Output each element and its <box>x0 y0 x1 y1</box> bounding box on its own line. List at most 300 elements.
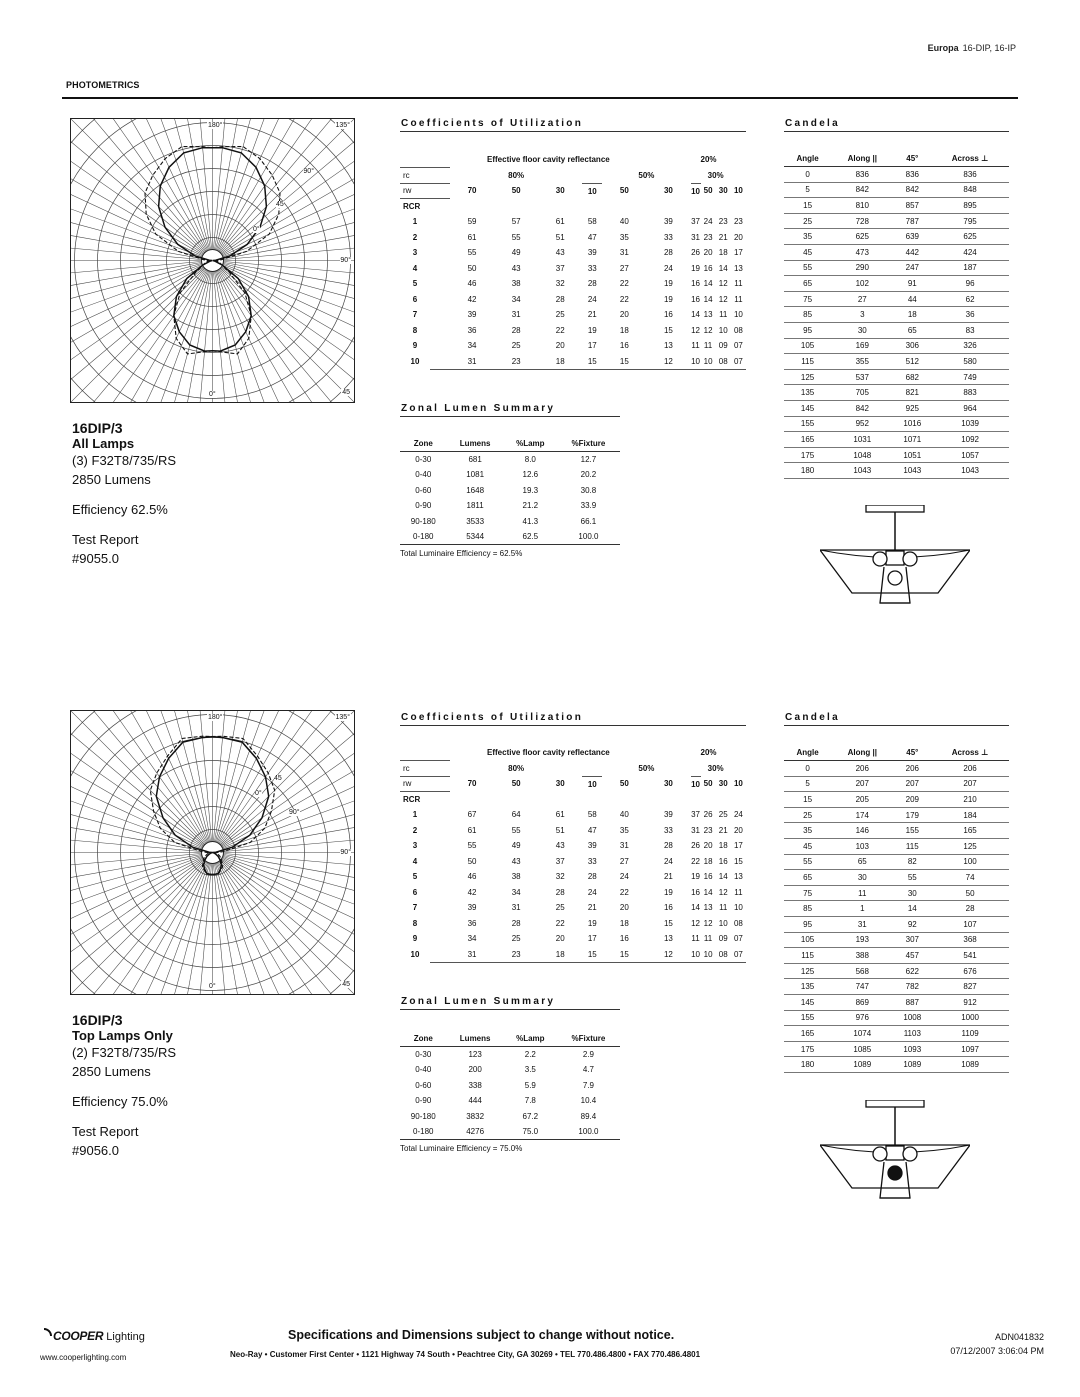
cu-value: 14 <box>703 279 713 289</box>
cu-value: 25 <box>718 810 728 820</box>
cu-value: 16 <box>619 934 629 944</box>
model-subtitle: Top Lamps Only <box>72 1028 173 1043</box>
polar-label-45-inner: 45 <box>276 201 284 208</box>
cu-value: 49 <box>511 841 521 851</box>
cu-value: 12 <box>718 279 728 289</box>
zonal-title-rule <box>400 416 620 417</box>
candela-cell: 210 <box>931 792 1009 808</box>
rw-value: 50 <box>619 186 629 196</box>
cu-value: 28 <box>587 872 597 882</box>
cu-value: 11 <box>734 887 743 897</box>
candela-cell: 169 <box>831 338 893 354</box>
candela-cell: 1008 <box>893 1010 931 1026</box>
logo-brand: COOPER <box>53 1329 104 1343</box>
cu-value: 36 <box>467 325 477 335</box>
rc-group-80: 80% <box>508 170 525 180</box>
cu-value: 19 <box>691 872 700 882</box>
cu-value: 51 <box>555 825 565 835</box>
cu-value: 12 <box>691 918 700 928</box>
cu-row <box>400 900 746 916</box>
candela-title-rule <box>784 725 1009 726</box>
candela-cell: 85 <box>784 307 831 323</box>
candela-cell: 5 <box>784 182 831 198</box>
cu-value: 15 <box>582 947 602 963</box>
cu-value: 12 <box>703 325 713 335</box>
cu-value: 39 <box>587 841 597 851</box>
cu-value: 22 <box>691 856 700 866</box>
cu-row <box>400 323 746 339</box>
candela-cell: 1 <box>831 901 893 917</box>
candela-cell: 30 <box>831 870 893 886</box>
cu-value: 10 <box>691 947 701 963</box>
cu-value: 61 <box>467 232 477 242</box>
cu-value: 19 <box>663 279 673 289</box>
lamp-spec: (3) F32T8/735/RS <box>72 453 177 468</box>
polar-radial-line <box>71 185 213 260</box>
candela-cell: 1051 <box>893 447 931 463</box>
candela-cell: 1089 <box>931 1057 1009 1073</box>
candela-cell: 180 <box>784 463 831 479</box>
cu-value: 28 <box>663 248 673 258</box>
candela-cell: 125 <box>784 963 831 979</box>
candela-header: Across ⊥ <box>931 151 1009 167</box>
candela-cell: 307 <box>893 932 931 948</box>
polar-radial-line <box>213 261 288 403</box>
candela-row <box>784 979 1009 995</box>
candela-cell: 869 <box>831 995 893 1011</box>
rw-value: 70 <box>467 186 477 196</box>
rcr-value: 6 <box>412 294 418 304</box>
cu-value: 37 <box>691 217 700 227</box>
cu-value: 55 <box>467 248 477 258</box>
candela-cell: 36 <box>931 307 1009 323</box>
cu-value: 18 <box>538 354 582 370</box>
candela-cell: 125 <box>931 839 1009 855</box>
candela-header: Angle <box>784 151 831 167</box>
candela-cell: 85 <box>784 901 831 917</box>
candela-table <box>784 151 1009 479</box>
candela-cell: 1097 <box>931 1041 1009 1057</box>
cu-value: 17 <box>733 841 743 851</box>
cu-value: 18 <box>619 325 629 335</box>
cu-value: 34 <box>467 934 477 944</box>
candela-cell: 207 <box>931 776 1009 792</box>
candela-cell: 165 <box>784 432 831 448</box>
candela-cell: 976 <box>831 1010 893 1026</box>
cu-row <box>400 261 746 277</box>
candela-cell: 125 <box>784 369 831 385</box>
cu-row <box>400 931 746 947</box>
candela-cell: 821 <box>893 385 931 401</box>
cu-value: 26 <box>703 810 713 820</box>
fixture-section-icon-top-lamps <box>820 1100 970 1210</box>
polar-radial-line <box>213 853 323 995</box>
cu-value: 25 <box>511 934 521 944</box>
rcr-value: 2 <box>412 825 418 835</box>
cu-value: 08 <box>716 354 731 370</box>
candela-cell: 175 <box>784 1041 831 1057</box>
candela-cell: 135 <box>784 385 831 401</box>
zonal-cell: 5344 <box>447 529 504 545</box>
candela-row <box>784 213 1009 229</box>
cu-value: 32 <box>555 872 565 882</box>
cu-row <box>400 276 746 292</box>
polar-diagram-all-lamps <box>70 118 355 403</box>
candela-cell: 457 <box>893 948 931 964</box>
cu-value: 21 <box>587 903 597 913</box>
polar-label-45: 45 <box>342 981 350 988</box>
zonal-cell: 33.9 <box>580 501 597 511</box>
spec-disclaimer: Specifications and Dimensions subject to change without notice. <box>288 1328 675 1342</box>
rc-group-80: 80% <box>508 763 525 773</box>
candela-cell: 1057 <box>931 447 1009 463</box>
cu-value: 28 <box>511 325 521 335</box>
cu-row <box>400 885 746 901</box>
candela-row <box>784 823 1009 839</box>
candela-row <box>784 354 1009 370</box>
cu-value: 10 <box>691 354 701 370</box>
cu-value: 23 <box>733 217 743 227</box>
polar-label-45-inner: 45 <box>274 775 282 782</box>
cu-value: 11 <box>691 341 700 351</box>
polar-label-90-upper: 90° <box>303 168 314 175</box>
cu-value: 14 <box>691 903 700 913</box>
candela-row <box>784 167 1009 183</box>
zonal-table <box>400 1031 620 1140</box>
cu-row <box>400 338 746 354</box>
cu-value: 21 <box>718 232 728 242</box>
cu-row <box>400 838 746 854</box>
candela-title-rule <box>784 131 1009 132</box>
zonal-header: %Fixture <box>557 436 620 452</box>
cu-value: 27 <box>619 856 629 866</box>
zonal-cell: 681 <box>468 455 482 464</box>
cu-value: 14 <box>691 310 700 320</box>
cu-value: 13 <box>663 341 673 351</box>
polar-label-90: 90° <box>340 849 351 856</box>
zonal-cell: 89.4 <box>580 1111 597 1121</box>
candela-cell: 145 <box>784 401 831 417</box>
candela-cell: 165 <box>931 823 1009 839</box>
candela-row <box>784 463 1009 479</box>
candela-cell: 50 <box>931 885 1009 901</box>
candela-cell: 1039 <box>931 416 1009 432</box>
rcr-value: 9 <box>412 341 418 351</box>
header-divider <box>62 97 1018 99</box>
efficiency: Efficiency 75.0% <box>72 1094 168 1109</box>
cu-value: 12 <box>703 918 713 928</box>
website-link[interactable]: www.cooperlighting.com <box>40 1353 127 1362</box>
candela-cell: 625 <box>931 229 1009 245</box>
cu-value: 50 <box>467 263 477 273</box>
cu-value: 15 <box>663 325 673 335</box>
candela-cell: 1000 <box>931 1010 1009 1026</box>
zonal-cell: 7.9 <box>582 1080 594 1090</box>
cu-value: 38 <box>511 279 521 289</box>
candela-row <box>784 839 1009 855</box>
cu-row <box>400 292 746 308</box>
cu-value: 07 <box>733 341 743 351</box>
rc-group-50: 50% <box>638 763 655 773</box>
cu-value: 21 <box>587 310 597 320</box>
candela-cell: 209 <box>893 792 931 808</box>
cu-value: 31 <box>511 903 521 913</box>
cu-value: 16 <box>691 294 700 304</box>
candela-cell: 306 <box>893 338 931 354</box>
candela-cell: 0 <box>784 167 831 183</box>
candela-table-wrap <box>784 151 1009 479</box>
zonal-cell: 3.5 <box>524 1065 536 1075</box>
polar-radial-line <box>213 743 355 853</box>
cu-row <box>400 869 746 885</box>
cu-value: 61 <box>555 217 565 227</box>
zonal-cell: 66.1 <box>580 516 597 526</box>
cu-value: 09 <box>718 341 728 351</box>
cu-value: 10 <box>718 325 728 335</box>
candela-cell: 1016 <box>893 416 931 432</box>
candela-cell: 102 <box>831 276 893 292</box>
candela-cell: 326 <box>931 338 1009 354</box>
candela-cell: 18 <box>893 307 931 323</box>
polar-radial-line <box>137 261 212 403</box>
model-info-top-lamps <box>72 1012 302 1160</box>
contact-address: Neo-Ray • Customer First Center • 1121 Highway 74 South • Peachtree City, GA 30269 • TEL 770.486.4800 • FAX 770.486.4801 <box>230 1350 701 1359</box>
cu-value: 22 <box>555 918 565 928</box>
candela-cell: 105 <box>784 932 831 948</box>
cu-value: 24 <box>733 810 743 820</box>
candela-cell: 842 <box>831 401 893 417</box>
cu-value: 23 <box>703 825 713 835</box>
candela-title: Candela <box>785 118 841 129</box>
candela-cell: 15 <box>784 792 831 808</box>
test-report-number: #9056.0 <box>72 1143 119 1158</box>
rcr-value: 4 <box>412 263 418 273</box>
cu-value: 24 <box>663 263 673 273</box>
luminaire-efficiency-note: Total Luminaire Efficiency = 62.5% <box>400 549 523 558</box>
cu-value: 25 <box>555 310 565 320</box>
cu-value: 13 <box>703 903 713 913</box>
polar-radial-line <box>71 261 213 336</box>
candela-cell: 622 <box>893 963 931 979</box>
cu-value: 10 <box>733 310 743 320</box>
cu-value: 31 <box>511 310 521 320</box>
cu-value: 19 <box>663 887 673 897</box>
cu-value: 16 <box>691 887 700 897</box>
candela-cell: 207 <box>893 776 931 792</box>
rw-value: 50 <box>703 186 713 196</box>
polar-radial-line <box>103 711 213 853</box>
candela-row <box>784 1026 1009 1042</box>
zonal-cell: 0-60 <box>415 485 432 495</box>
cu-value: 27 <box>619 263 629 273</box>
polar-label-135: 135° <box>335 122 350 129</box>
cu-value: 24 <box>663 856 673 866</box>
candela-cell: 62 <box>931 291 1009 307</box>
candela-cell: 179 <box>893 807 931 823</box>
rcr-value: 2 <box>412 232 418 242</box>
candela-cell: 473 <box>831 245 893 261</box>
cu-value: 17 <box>587 934 597 944</box>
candela-cell: 810 <box>831 198 893 214</box>
candela-cell: 1043 <box>893 463 931 479</box>
cu-value: 16 <box>703 872 713 882</box>
polar-label-180: 180° <box>208 714 223 721</box>
candela-cell: 368 <box>931 932 1009 948</box>
zonal-cell: 0-40 <box>415 1065 432 1075</box>
cu-table-wrap <box>400 745 746 963</box>
candela-cell: 28 <box>931 901 1009 917</box>
candela-cell: 787 <box>893 213 931 229</box>
candela-cell: 705 <box>831 385 893 401</box>
polar-radial-line <box>103 261 213 403</box>
candela-cell: 842 <box>831 182 893 198</box>
zonal-cell: 100.0 <box>557 529 620 545</box>
candela-row <box>784 432 1009 448</box>
zonal-cell: 0-30 <box>415 1050 432 1059</box>
rcr-value: 9 <box>412 934 418 944</box>
cu-value: 16 <box>663 903 673 913</box>
cu-value: 20 <box>733 825 743 835</box>
rcr-value: 6 <box>412 887 418 897</box>
cu-value: 39 <box>587 248 597 258</box>
cu-value: 33 <box>663 825 673 835</box>
cooper-logo <box>44 1328 145 1343</box>
polar-radial-line <box>71 853 213 928</box>
rcr-label: RCR <box>403 795 421 804</box>
candela-cell: 1085 <box>831 1041 893 1057</box>
rw-value: 50 <box>511 779 521 789</box>
cu-value: 13 <box>733 263 743 273</box>
cu-value: 20 <box>619 903 629 913</box>
polar-label-45: 45 <box>342 389 350 396</box>
candela-row <box>784 291 1009 307</box>
cu-value: 25 <box>555 903 565 913</box>
cu-value: 37 <box>555 263 565 273</box>
candela-cell: 105 <box>784 338 831 354</box>
luminaire-efficiency-note: Total Luminaire Efficiency = 75.0% <box>400 1144 523 1153</box>
cu-value: 39 <box>467 310 477 320</box>
polar-radial-line <box>213 185 355 260</box>
zonal-cell: 2.9 <box>582 1050 594 1059</box>
candela-cell: 115 <box>784 354 831 370</box>
zonal-cell: 4.7 <box>582 1065 594 1075</box>
zonal-cell: 12.7 <box>580 455 597 464</box>
candela-row <box>784 307 1009 323</box>
cu-value: 08 <box>716 947 731 963</box>
candela-cell: 45 <box>784 245 831 261</box>
zonal-header: Lumens <box>447 436 504 452</box>
candela-row <box>784 885 1009 901</box>
cu-value: 20 <box>555 341 565 351</box>
zonal-cell: 100.0 <box>557 1124 620 1140</box>
rcr-value: 7 <box>412 310 418 320</box>
candela-table <box>784 745 1009 1073</box>
cu-value: 43 <box>555 248 565 258</box>
candela-cell: 836 <box>831 167 893 183</box>
candela-cell: 15 <box>784 198 831 214</box>
floor-reflectance-label: Effective floor cavity reflectance <box>487 748 610 758</box>
polar-label-0-inner: 0° <box>253 226 260 233</box>
rc-label: rc <box>400 168 430 184</box>
candela-cell: 91 <box>893 276 931 292</box>
zonal-row <box>400 498 620 514</box>
cu-value: 31 <box>691 232 700 242</box>
zonal-row <box>400 1093 620 1109</box>
floor-reflectance-label: Effective floor cavity reflectance <box>487 155 610 165</box>
candela-cell: 187 <box>931 260 1009 276</box>
cu-value: 24 <box>703 217 713 227</box>
candela-cell: 568 <box>831 963 893 979</box>
candela-cell: 35 <box>784 229 831 245</box>
candela-cell: 782 <box>893 979 931 995</box>
candela-cell: 35 <box>784 823 831 839</box>
cu-value: 08 <box>733 918 743 928</box>
rc-group-50: 50% <box>638 170 655 180</box>
polar-radial-line <box>71 777 213 852</box>
candela-cell: 82 <box>893 854 931 870</box>
rc-group-30: 30% <box>707 170 724 180</box>
rw-value: 10 <box>733 186 743 196</box>
rcr-value: 7 <box>412 903 418 913</box>
cu-table-wrap <box>400 152 746 370</box>
candela-row <box>784 260 1009 276</box>
cu-value: 23 <box>494 947 538 963</box>
cu-value: 40 <box>619 810 629 820</box>
candela-cell: 146 <box>831 823 893 839</box>
candela-cell: 682 <box>893 369 931 385</box>
polar-label-180: 180° <box>208 122 223 129</box>
rw-value: 50 <box>703 779 713 789</box>
candela-cell: 155 <box>893 823 931 839</box>
cu-value: 22 <box>619 887 629 897</box>
candela-cell: 83 <box>931 323 1009 339</box>
cu-value: 07 <box>731 354 746 370</box>
zonal-header: Lumens <box>447 1031 504 1047</box>
rw-value: 50 <box>511 186 521 196</box>
candela-cell: 65 <box>784 870 831 886</box>
cu-value: 59 <box>467 217 477 227</box>
candela-cell: 857 <box>893 198 931 214</box>
cu-value: 21 <box>663 872 673 882</box>
zonal-cell: 1648 <box>466 485 485 495</box>
rw-label: rw <box>400 776 430 792</box>
zonal-cell: 0-60 <box>415 1080 432 1090</box>
candela-cell: 11 <box>831 885 893 901</box>
cu-title-rule <box>400 131 746 132</box>
candela-cell: 795 <box>931 213 1009 229</box>
candela-cell: 1071 <box>893 432 931 448</box>
zonal-cell: 30.8 <box>580 485 597 495</box>
zonal-header: %Fixture <box>557 1031 620 1047</box>
rw-value: 70 <box>467 779 477 789</box>
rw-value: 10 <box>587 186 597 196</box>
candela-row <box>784 792 1009 808</box>
candela-cell: 848 <box>931 182 1009 198</box>
candela-cell: 65 <box>893 323 931 339</box>
polar-radial-line <box>71 853 213 963</box>
candela-cell: 65 <box>831 854 893 870</box>
cu-value: 43 <box>511 263 521 273</box>
rw-value: 30 <box>718 186 728 196</box>
cu-value: 18 <box>703 856 713 866</box>
test-report-label: Test Report <box>72 532 139 547</box>
candela-table-wrap <box>784 745 1009 1073</box>
candela-cell: 180 <box>784 1057 831 1073</box>
model-subtitle: All Lamps <box>72 436 135 451</box>
candela-cell: 175 <box>784 447 831 463</box>
polar-radial-line <box>213 853 288 995</box>
zonal-cell: 67.2 <box>522 1111 539 1121</box>
